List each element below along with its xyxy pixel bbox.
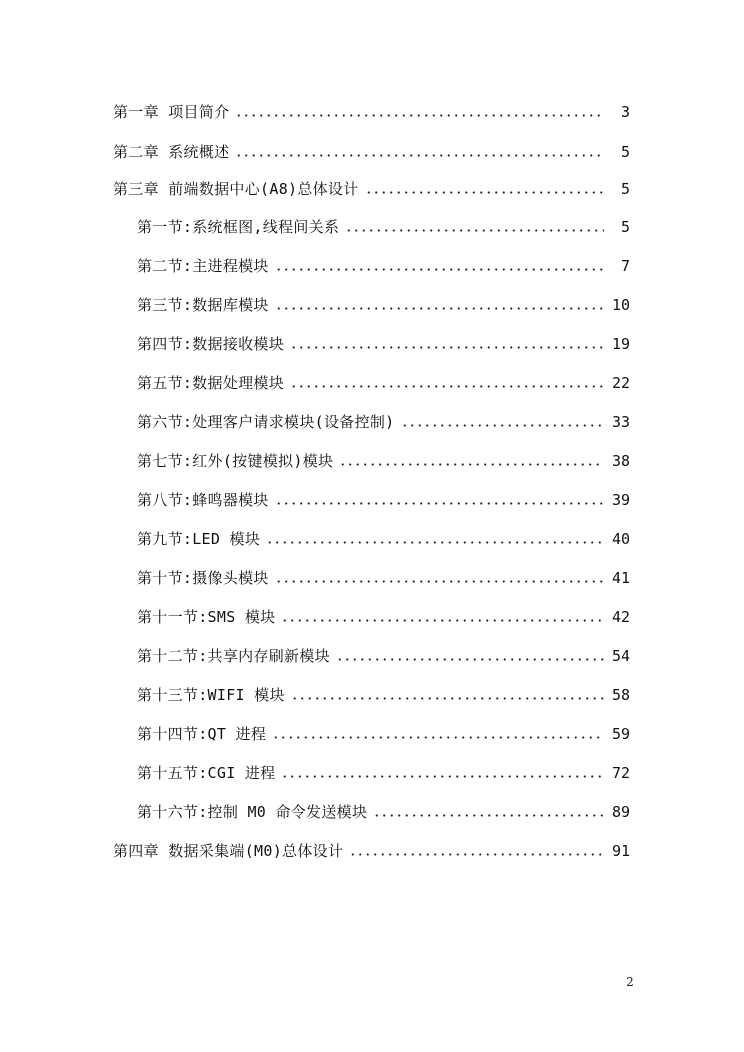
toc-entry-title: 第九节:LED 模块 [137, 530, 261, 548]
toc-entry-section-14[interactable] [137, 720, 630, 744]
toc-entry-page: 91 [611, 842, 630, 860]
toc-entry-title: 第四章 数据采集端(M0)总体设计 [113, 842, 344, 860]
dot-leader [275, 307, 604, 310]
dot-leader [281, 775, 603, 778]
toc-entry-section-10[interactable] [137, 564, 630, 588]
toc-entry-page: 7 [620, 257, 630, 275]
toc-entry-title: 第十节:摄像头模块 [137, 569, 269, 587]
toc-entry-page: 22 [611, 374, 630, 392]
toc-entry-page: 40 [611, 530, 630, 548]
dot-leader [290, 346, 604, 349]
toc-entry-title: 第二章 系统概述 [113, 143, 230, 161]
toc-entry-title: 第五节:数据处理模块 [137, 374, 285, 392]
toc-entry-title: 第一章 项目简介 [113, 103, 230, 121]
page-number: 2 [626, 975, 634, 989]
dot-leader [291, 697, 604, 700]
toc-entry-page: 19 [611, 335, 630, 353]
dot-leader [401, 424, 604, 427]
toc-entry-section-1[interactable] [137, 213, 630, 237]
toc-entry-section-12[interactable] [137, 642, 630, 666]
toc-entry-title: 第十四节:QT 进程 [137, 725, 267, 743]
toc-entry-title: 第六节:处理客户请求模块(设备控制) [137, 413, 395, 431]
toc-entry-section-9[interactable] [137, 525, 630, 549]
dot-leader [365, 191, 604, 194]
toc-entry-page: 42 [611, 608, 630, 626]
dot-leader [272, 736, 604, 739]
toc-entry-page: 59 [611, 725, 630, 743]
toc-entry-section-7[interactable] [137, 447, 630, 471]
dot-leader [266, 541, 604, 544]
dot-leader [349, 853, 604, 856]
toc-entry-title: 第二节:主进程模块 [137, 257, 269, 275]
dot-leader [275, 502, 604, 505]
toc-entry-title: 第一节:系统框图,线程间关系 [137, 218, 340, 236]
dot-leader [336, 658, 604, 661]
dot-leader [281, 619, 603, 622]
toc-entry-chapter-3[interactable] [113, 175, 630, 199]
toc-entry-page: 39 [611, 491, 630, 509]
toc-entry-section-8[interactable] [137, 486, 630, 510]
toc-entry-chapter-1[interactable] [113, 98, 630, 122]
dot-leader [275, 268, 604, 271]
toc-entry-title: 第七节:红外(按键模拟)模块 [137, 452, 334, 470]
toc-entry-section-3[interactable] [137, 291, 630, 315]
toc-entry-section-2[interactable] [137, 252, 630, 276]
toc-entry-section-16[interactable] [137, 798, 630, 822]
toc-entry-title: 第三章 前端数据中心(A8)总体设计 [113, 180, 359, 198]
dot-leader [290, 385, 604, 388]
toc-entry-page: 33 [611, 413, 630, 431]
toc-entry-title: 第四节:数据接收模块 [137, 335, 285, 353]
toc-entry-page: 58 [611, 686, 630, 704]
dot-leader [275, 580, 604, 583]
dot-leader [235, 114, 604, 117]
toc-entry-page: 5 [620, 143, 630, 161]
dot-leader [345, 229, 604, 232]
toc-entry-section-13[interactable] [137, 681, 630, 705]
toc-entry-section-15[interactable] [137, 759, 630, 783]
toc-entry-page: 89 [611, 803, 630, 821]
toc-entry-chapter-2[interactable] [113, 138, 630, 162]
toc-entry-chapter-4[interactable] [113, 837, 630, 861]
toc-entry-page: 10 [611, 296, 630, 314]
dot-leader [339, 463, 604, 466]
toc-entry-section-4[interactable] [137, 330, 630, 354]
toc-entry-page: 38 [611, 452, 630, 470]
toc-entry-page: 41 [611, 569, 630, 587]
toc-entry-page: 54 [611, 647, 630, 665]
toc-entry-title: 第三节:数据库模块 [137, 296, 269, 314]
toc-entry-page: 5 [620, 218, 630, 236]
toc-entry-title: 第十一节:SMS 模块 [137, 608, 276, 626]
toc-entry-page: 3 [620, 103, 630, 121]
toc-entry-title: 第十三节:WIFI 模块 [137, 686, 285, 704]
dot-leader [235, 154, 604, 157]
toc-entry-title: 第十六节:控制 M0 命令发送模块 [137, 803, 368, 821]
dot-leader [373, 814, 604, 817]
toc-entry-page: 72 [611, 764, 630, 782]
toc-entry-section-11[interactable] [137, 603, 630, 627]
toc-entry-section-6[interactable] [137, 408, 630, 432]
toc-entry-section-5[interactable] [137, 369, 630, 393]
toc-entry-title: 第八节:蜂鸣器模块 [137, 491, 269, 509]
toc-entry-title: 第十五节:CGI 进程 [137, 764, 276, 782]
toc-entry-title: 第十二节:共享内存刷新模块 [137, 647, 330, 665]
toc-entry-page: 5 [620, 180, 630, 198]
